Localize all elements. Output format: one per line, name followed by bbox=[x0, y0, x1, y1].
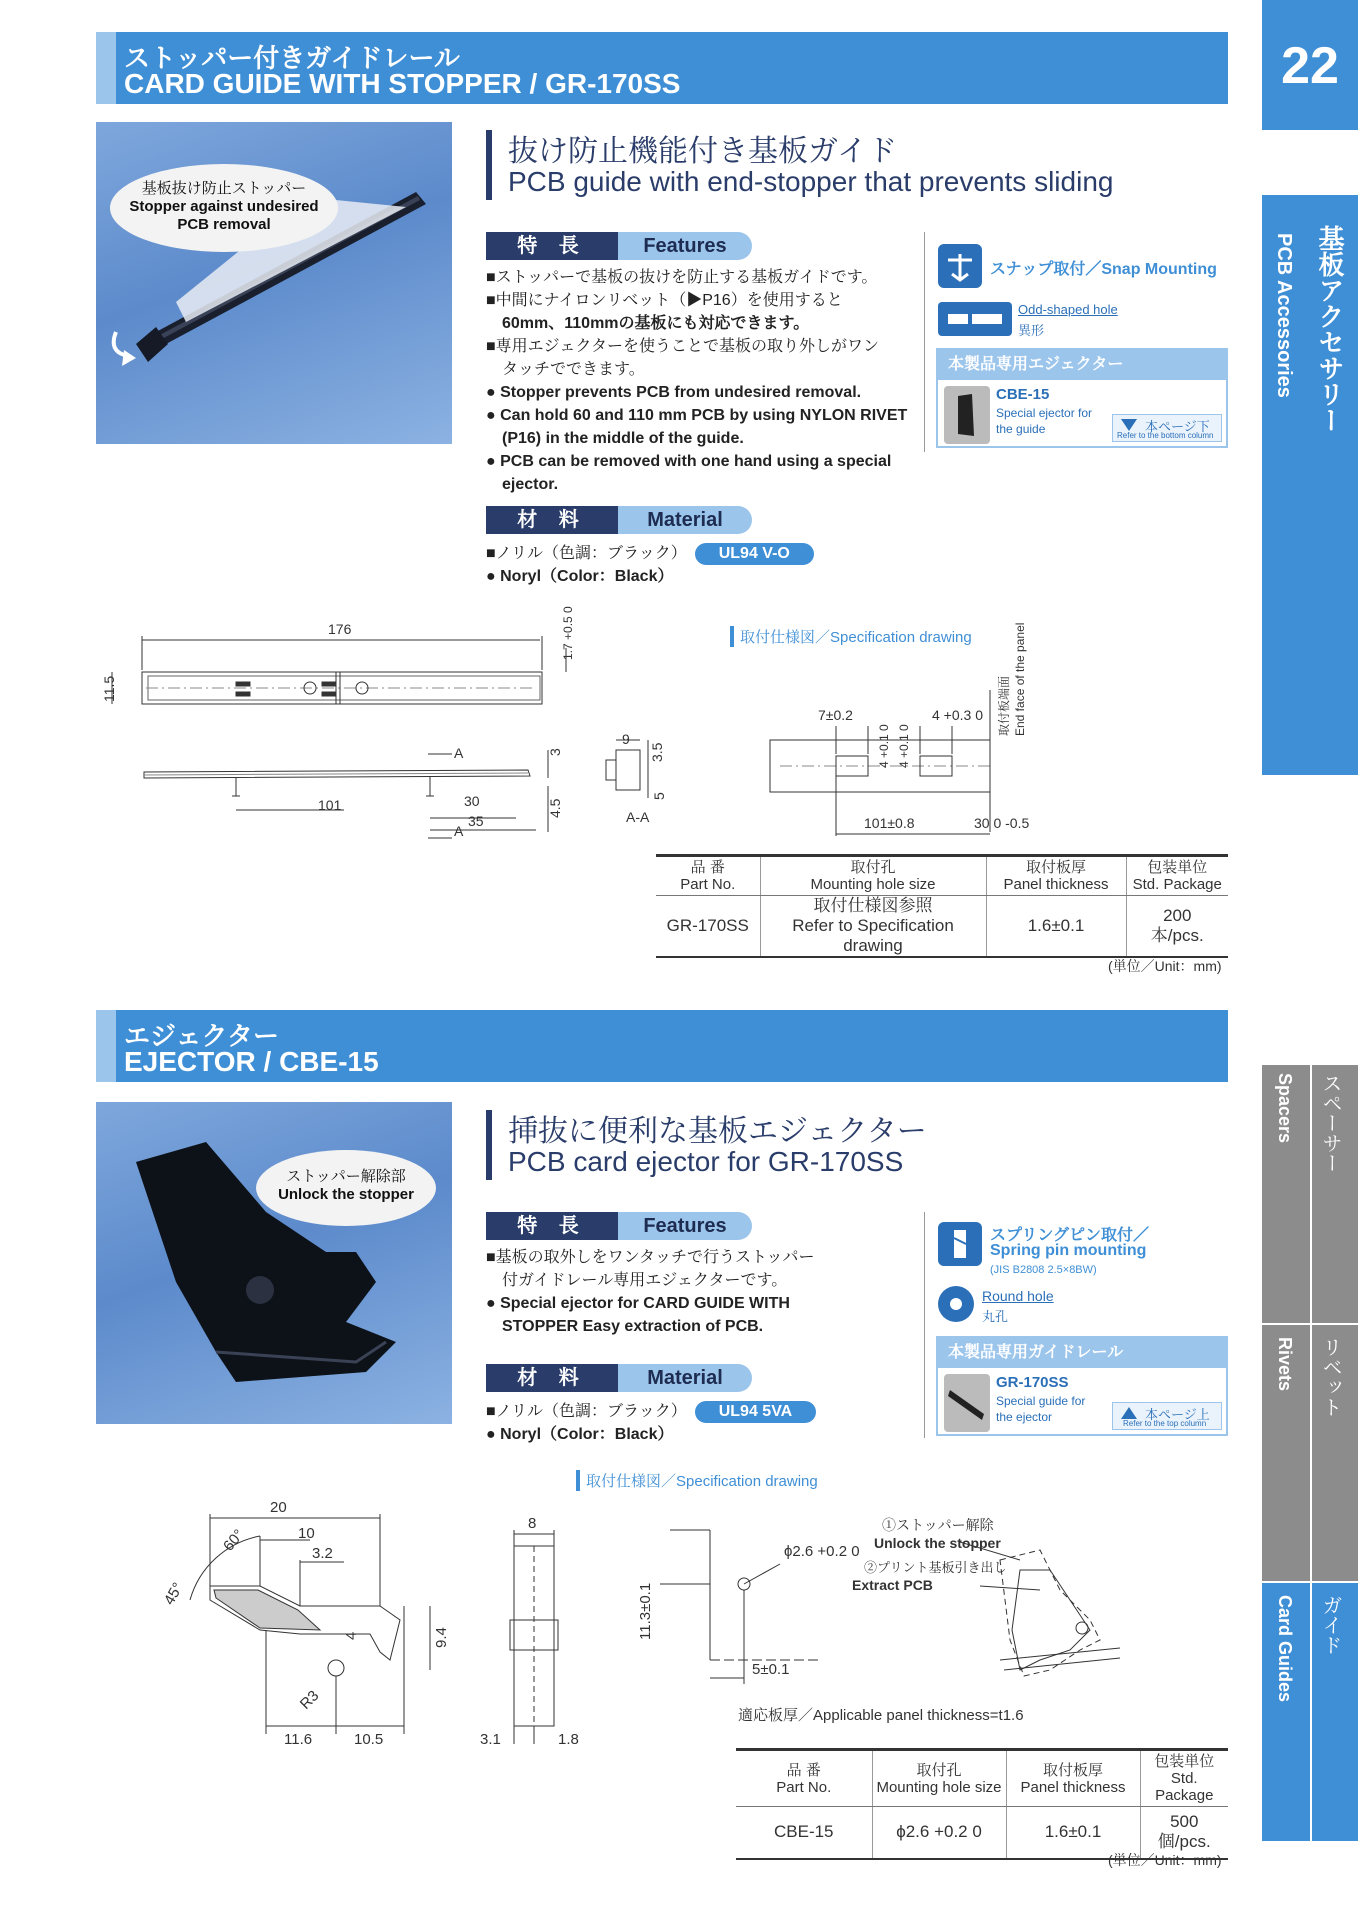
dim-45deg: 45° bbox=[160, 1579, 187, 1608]
feature-item: ejector. bbox=[486, 476, 559, 493]
guide-box-title: 本製品専用ガイドレール bbox=[938, 1338, 1226, 1368]
refer-top-en: Refer to the top column bbox=[1123, 1419, 1207, 1428]
gr170ss-drawing bbox=[96, 600, 667, 840]
unlock-jp: ①ストッパー解除 bbox=[882, 1517, 994, 1533]
unlock-callout-en: Unlock the stopper bbox=[278, 1186, 414, 1203]
spec-label-1: 取付仕様図／Specification drawing bbox=[730, 626, 972, 647]
dim-32: 3.2 bbox=[312, 1545, 333, 1562]
odd-hole-label-jp: 異形 bbox=[1018, 323, 1045, 338]
feature-item: 60mm、110mmの基板にも対応できます。 bbox=[486, 315, 810, 332]
unit-note-1: (単位／Unit：mm) bbox=[1108, 958, 1222, 974]
refer-bottom-button[interactable] bbox=[1112, 414, 1222, 442]
th-package: 包装単位 Std. Package bbox=[1126, 856, 1228, 896]
cell-thickness: 1.6±0.1 bbox=[986, 896, 1126, 958]
feature-item: ● Can hold 60 and 110 mm PCB by using NYLON RIVET bbox=[486, 407, 908, 424]
material-text-jp: ■ノリル（色調：ブラック） bbox=[486, 545, 687, 562]
refer-bottom-jp: 本ページ下 bbox=[1145, 419, 1210, 434]
feature-item: ■中間にナイロンリベット（▶P16）を使用すると bbox=[486, 292, 843, 309]
ejector-box-title: 本製品専用エジェクター bbox=[938, 350, 1226, 380]
cell-part: CBE-15 bbox=[736, 1807, 872, 1859]
cbe15-drawing bbox=[150, 1490, 610, 1750]
section2-title-jp: エジェクター bbox=[124, 1021, 279, 1051]
dim-length: 176 bbox=[328, 621, 352, 637]
table-header bbox=[656, 856, 1228, 896]
heading-bar bbox=[486, 1110, 492, 1180]
refer-top-button[interactable] bbox=[1112, 1402, 1222, 1430]
stopper-callout-en2: PCB removal bbox=[177, 216, 271, 233]
dim-105: 10.5 bbox=[354, 1731, 384, 1748]
section1-banner bbox=[96, 32, 1228, 104]
cbe15-spec-drawing bbox=[620, 1500, 1160, 1740]
down-arrow-icon bbox=[1121, 419, 1137, 431]
feature-item: (P16) in the middle of the guide. bbox=[486, 430, 744, 447]
snap-mounting-icon bbox=[938, 244, 982, 288]
spring-pin-icon bbox=[938, 1222, 982, 1266]
section1-heading-en: PCB guide with end-stopper that prevents sliding bbox=[508, 166, 1114, 197]
section2-heading bbox=[486, 1106, 1226, 1186]
cbe15-illustration bbox=[96, 1102, 452, 1424]
cell-part: GR-170SS bbox=[656, 896, 760, 958]
stopper-callout-en1: Stopper against undesired bbox=[129, 198, 319, 215]
heading-bar bbox=[486, 130, 492, 200]
tab-spacers[interactable] bbox=[1262, 1065, 1358, 1323]
dim-a2: A bbox=[454, 823, 464, 839]
material-pill-en: Material bbox=[618, 506, 752, 534]
feature-item: ■基板の取外しをワンタッチで行うストッパー bbox=[486, 1249, 815, 1266]
dim-60: 60° bbox=[220, 1526, 248, 1555]
guide-box-part[interactable]: GR-170SS bbox=[996, 1374, 1069, 1391]
tab-rivets[interactable] bbox=[1262, 1325, 1358, 1581]
extract-jp: ②プリント基板引き出し bbox=[864, 1560, 1007, 1575]
dim-18: 1.8 bbox=[558, 1731, 579, 1748]
dim-116: 11.6 bbox=[284, 1731, 313, 1748]
cell-hole: ϕ2.6 +0.2 0 bbox=[872, 1807, 1006, 1859]
refer-bottom-en: Refer to the bottom column bbox=[1117, 431, 1214, 440]
stopper-callout-jp: 基板抜け防止ストッパー bbox=[141, 180, 307, 197]
material-pill-en: Material bbox=[618, 1364, 752, 1392]
section2-title-en: EJECTOR / CBE-15 bbox=[124, 1046, 379, 1077]
tab-pcb-accessories-jp: 基板アクセサリー bbox=[1315, 225, 1345, 433]
spec-label-2: 取付仕様図／Specification drawing bbox=[576, 1470, 818, 1491]
round-hole-icon bbox=[938, 1286, 974, 1322]
dim-35: 35 bbox=[468, 813, 484, 829]
tab-card-guides-jp: ガイド bbox=[1319, 1595, 1341, 1655]
th-package: 包装単位 Std. Package bbox=[1140, 1750, 1228, 1807]
dim-r3: R3 bbox=[296, 1687, 323, 1713]
dim-s4a: 4 +0.1 0 bbox=[877, 724, 891, 768]
tab-divider bbox=[1310, 1583, 1312, 1841]
cbe15-photo bbox=[96, 1102, 452, 1424]
spring-pin-label1: スプリングピン取付／ bbox=[990, 1227, 1150, 1244]
tab-spacers-en: Spacers bbox=[1275, 1073, 1295, 1144]
dim-a1: A bbox=[454, 745, 464, 761]
feature-item: タッチでできます。 bbox=[486, 361, 645, 378]
dim-9: 9 bbox=[622, 731, 630, 747]
dim-s30: 30 0 -0.5 bbox=[974, 815, 1030, 831]
cell-package: 500 個/pcs. bbox=[1140, 1807, 1228, 1859]
dim-45: 4.5 bbox=[547, 798, 563, 818]
th-hole: 取付孔 Mounting hole size bbox=[872, 1750, 1006, 1807]
unlock-callout-jp: ストッパー解除部 bbox=[286, 1168, 406, 1185]
unlock-callout bbox=[256, 1150, 436, 1226]
features-pill-en: Features bbox=[618, 1212, 752, 1240]
extract-en: Extract PCB bbox=[852, 1577, 933, 1593]
material-row-jp bbox=[486, 1400, 816, 1423]
dim-31: 3.1 bbox=[480, 1731, 501, 1748]
unit-note-2: (単位／Unit：mm) bbox=[1108, 1852, 1222, 1868]
tab-divider bbox=[1310, 1065, 1312, 1323]
ul-badge: UL94 5VA bbox=[695, 1401, 817, 1423]
material-pill-jp: 材 料 bbox=[486, 506, 618, 534]
section1-title-jp: ストッパー付きガイドレール bbox=[124, 43, 460, 73]
cell-hole: 取付仕様図参照 Refer to Specification drawing bbox=[760, 896, 986, 958]
th-thickness: 取付板厚 Panel thickness bbox=[1006, 1750, 1140, 1807]
gr170ss-spec-drawing bbox=[760, 600, 1060, 840]
dim-s7: 7±0.2 bbox=[818, 707, 853, 723]
cell-package: 200 本/pcs. bbox=[1126, 896, 1228, 958]
section2-banner bbox=[96, 1010, 1228, 1082]
dim-panel-en: End face of the panel bbox=[1013, 622, 1027, 736]
guide-box bbox=[936, 1336, 1228, 1436]
snap-mounting-label: スナップ取付／Snap Mounting bbox=[990, 261, 1217, 278]
cell-thickness: 1.6±0.1 bbox=[1006, 1807, 1140, 1859]
ejector-box-desc1: Special ejector for bbox=[996, 406, 1093, 420]
material-text-en: ● Noryl（Color：Black） bbox=[486, 1426, 674, 1443]
features-pill-jp: 特 長 bbox=[486, 1212, 618, 1240]
dim-94: 9.4 bbox=[433, 1627, 450, 1648]
up-arrow-icon bbox=[1121, 1407, 1137, 1419]
dim-s101: 101±0.8 bbox=[864, 815, 915, 831]
feature-item: STOPPER Easy extraction of PCB. bbox=[486, 1318, 764, 1335]
page-number-tab bbox=[1262, 0, 1358, 130]
side-divider-1 bbox=[924, 232, 925, 452]
page-number: 22 bbox=[1281, 37, 1339, 95]
table-header bbox=[736, 1750, 1228, 1807]
dim-phi: ϕ2.6 +0.2 0 bbox=[784, 1543, 860, 1560]
th-part: 品 番 Part No. bbox=[736, 1750, 872, 1807]
section2-heading-en: PCB card ejector for GR-170SS bbox=[508, 1146, 904, 1177]
cbe15-table bbox=[736, 1748, 1228, 1860]
dim-4: 4 bbox=[343, 1631, 360, 1640]
material-row-jp bbox=[486, 542, 814, 565]
dim-3: 3 bbox=[547, 748, 563, 756]
feature-item: ● Special ejector for CARD GUIDE WITH bbox=[486, 1295, 790, 1312]
tab-divider bbox=[1310, 1325, 1312, 1581]
round-hole-label-en: Round hole bbox=[982, 1288, 1054, 1304]
feature-item: ● Stopper prevents PCB from undesired removal. bbox=[486, 384, 862, 401]
dim-8: 8 bbox=[528, 1515, 537, 1532]
guide-box-desc1: Special guide for bbox=[996, 1394, 1086, 1408]
unlock-en: Unlock the stopper bbox=[874, 1535, 1001, 1551]
dim-30: 30 bbox=[464, 793, 480, 809]
material-pill-jp: 材 料 bbox=[486, 1364, 618, 1392]
refer-top-jp: 本ページ上 bbox=[1145, 1407, 1210, 1422]
spring-pin-label3: (JIS B2808 2.5×8BW) bbox=[990, 1264, 1097, 1276]
guide-box-desc2: the ejector bbox=[996, 1410, 1053, 1424]
dim-101: 101 bbox=[318, 797, 342, 813]
features-list-2 bbox=[486, 1246, 926, 1338]
dim-10: 10 bbox=[298, 1525, 315, 1542]
ul-badge: UL94 V-O bbox=[695, 543, 814, 565]
ejector-box-part[interactable]: CBE-15 bbox=[996, 386, 1050, 403]
dim-5-01: 5±0.1 bbox=[752, 1661, 790, 1678]
ejector-thumb bbox=[944, 386, 990, 444]
tab-card-guides-en: Card Guides bbox=[1275, 1595, 1295, 1703]
table-row bbox=[656, 896, 1228, 958]
features-pill-jp: 特 長 bbox=[486, 232, 618, 260]
round-hole-label-jp: 丸孔 bbox=[982, 1309, 1009, 1324]
feature-item: 付ガイドレール専用エジェクターです。 bbox=[486, 1272, 788, 1289]
dim-5: 5 bbox=[651, 792, 667, 800]
tab-card-guides[interactable] bbox=[1262, 1583, 1358, 1841]
dim-panel-jp: 取付板端面 bbox=[997, 675, 1011, 736]
odd-hole-label-en: Odd-shaped hole bbox=[1018, 302, 1118, 317]
section2-heading-jp: 挿抜に便利な基板エジェクター bbox=[508, 1115, 927, 1148]
panel-thick: 適応板厚／Applicable panel thickness=t1.6 bbox=[738, 1707, 1024, 1724]
feature-item: ■専用エジェクターを使うことで基板の取り外しがワン bbox=[486, 338, 880, 355]
stopper-callout bbox=[110, 164, 338, 252]
dim-s4: 4 +0.3 0 bbox=[932, 707, 983, 723]
side-divider-2 bbox=[924, 1212, 925, 1438]
gr170ss-table bbox=[656, 854, 1228, 958]
features-pill-en: Features bbox=[618, 232, 752, 260]
section1-heading-jp: 抜け防止機能付き基板ガイド bbox=[508, 135, 898, 168]
dim-s4b: 4 +0.1 0 bbox=[897, 724, 911, 768]
th-part: 品 番 Part No. bbox=[656, 856, 760, 896]
dim-tol-top: 1.7 +0.5 0 bbox=[561, 606, 575, 660]
guide-thumb bbox=[944, 1374, 990, 1432]
section1-heading bbox=[486, 126, 1226, 206]
material-text-jp: ■ノリル（色調：ブラック） bbox=[486, 1403, 687, 1420]
banner-accent bbox=[96, 1010, 116, 1082]
dim-aa: A-A bbox=[626, 809, 650, 825]
tab-pcb-accessories-en: PCB Accessories bbox=[1273, 233, 1295, 398]
tab-spacers-jp: スペーサー bbox=[1319, 1073, 1341, 1173]
section1-title-en: CARD GUIDE WITH STOPPER / GR-170SS bbox=[124, 68, 681, 99]
dim-20: 20 bbox=[270, 1499, 287, 1516]
material-list-2 bbox=[486, 1400, 816, 1446]
tab-pcb-accessories[interactable] bbox=[1262, 195, 1358, 775]
tab-rivets-jp: リベット bbox=[1319, 1337, 1341, 1417]
features-list-1 bbox=[486, 266, 926, 496]
dim-35b: 3.5 bbox=[649, 742, 665, 762]
th-hole: 取付孔 Mounting hole size bbox=[760, 856, 986, 896]
banner-accent bbox=[96, 32, 116, 104]
feature-item: ● PCB can be removed with one hand using a special bbox=[486, 453, 892, 470]
ejector-box-desc2: the guide bbox=[996, 422, 1046, 436]
ejector-box bbox=[936, 348, 1228, 448]
th-thickness: 取付板厚 Panel thickness bbox=[986, 856, 1126, 896]
material-list-1 bbox=[486, 542, 814, 588]
tab-rivets-en: Rivets bbox=[1275, 1337, 1295, 1392]
feature-item: ■ストッパーで基板の抜けを防止する基板ガイドです。 bbox=[486, 269, 878, 286]
dim-height: 11.5 bbox=[101, 675, 117, 702]
odd-hole-icon bbox=[938, 302, 1012, 336]
dim-h113: 11.3±0.1 bbox=[637, 1582, 654, 1640]
spring-pin-label2: Spring pin mounting bbox=[990, 1242, 1147, 1259]
gr170ss-photo bbox=[96, 122, 452, 444]
material-text-en: ● Noryl（Color：Black） bbox=[486, 568, 674, 585]
